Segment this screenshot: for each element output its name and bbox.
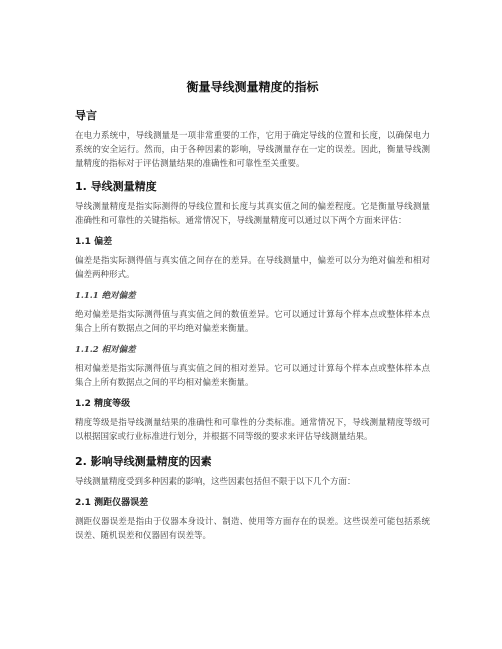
section-1-2-paragraph: 精度等级是指导线测量结果的准确性和可靠性的分类标准。通常情况下，导线测量精度等级可以根据国家或行业标准进行划分，并根据不同等级的要求来评估导线测量结果。 [75, 418, 430, 442]
section-1-1-2-heading: 1.1.2 相对偏差 [75, 345, 136, 355]
section-1-2-heading: 1.2 精度等级 [75, 399, 131, 409]
spacer [75, 282, 430, 290]
section-1-paragraph: 导线测量精度是指实际测得的导线位置和长度与其真实值之间的偏差程度。它是衡量导线测量准确性和可靠性的关键指标。通常情况下，导线测量精度可以通过以下两个方面来评估： [75, 202, 430, 226]
section-1-1-paragraph: 偏差是指实际测得值与真实值之间存在的差异。在导线测量中，偏差可以分为绝对偏差和相对偏差两种形式。 [75, 256, 430, 280]
section-1-1-1-paragraph: 绝对偏差是指实际测得值与真实值之间的数值差异。它可以通过计算每个样本点或整体样本点集合上所有数据点之间的平均绝对偏差来衡量。 [75, 310, 430, 334]
spacer [75, 390, 430, 398]
spacer [75, 336, 430, 344]
section-2-paragraph: 导线测量精度受到多种因素的影响，这些因素包括但不限于以下几个方面： [75, 477, 356, 487]
spacer [75, 228, 430, 236]
section-1-1-heading: 1.1 偏差 [75, 237, 113, 247]
spacer [75, 171, 430, 179]
spacer [75, 95, 430, 108]
intro-heading: 导言 [75, 109, 97, 122]
document-title: 衡量导线测量精度的指标 [186, 80, 319, 94]
section-2-1-paragraph: 测距仪器误差是指由于仪器本身设计、制造、使用等方面存在的误差。这些误差可能包括系统误差、随机误差和仪器固有误差等。 [75, 517, 430, 541]
section-1-1-1-heading: 1.1.1 绝对偏差 [75, 291, 136, 301]
section-1-heading: 1. 导线测量精度 [75, 180, 157, 193]
spacer [75, 444, 430, 454]
section-2-heading: 2. 影响导线测量精度的因素 [75, 455, 212, 468]
intro-paragraph: 在电力系统中，导线测量是一项非常重要的工作，它用于确定导线的位置和长度，以确保电力系统的安全运行。然而，由于各种因素的影响，导线测量存在一定的误差。因此，衡量导线测量精度的指标对于评估测量结果的准确性和可靠性至关重要。 [75, 131, 430, 169]
spacer [75, 489, 430, 497]
section-1-1-2-paragraph: 相对偏差是指实际测得值与真实值之间的相对差异。它可以通过计算每个样本点或整体样本点集合上所有数据点之间的平均相对偏差来衡量。 [75, 364, 430, 388]
section-2-1-heading: 2.1 测距仪器误差 [75, 498, 149, 508]
